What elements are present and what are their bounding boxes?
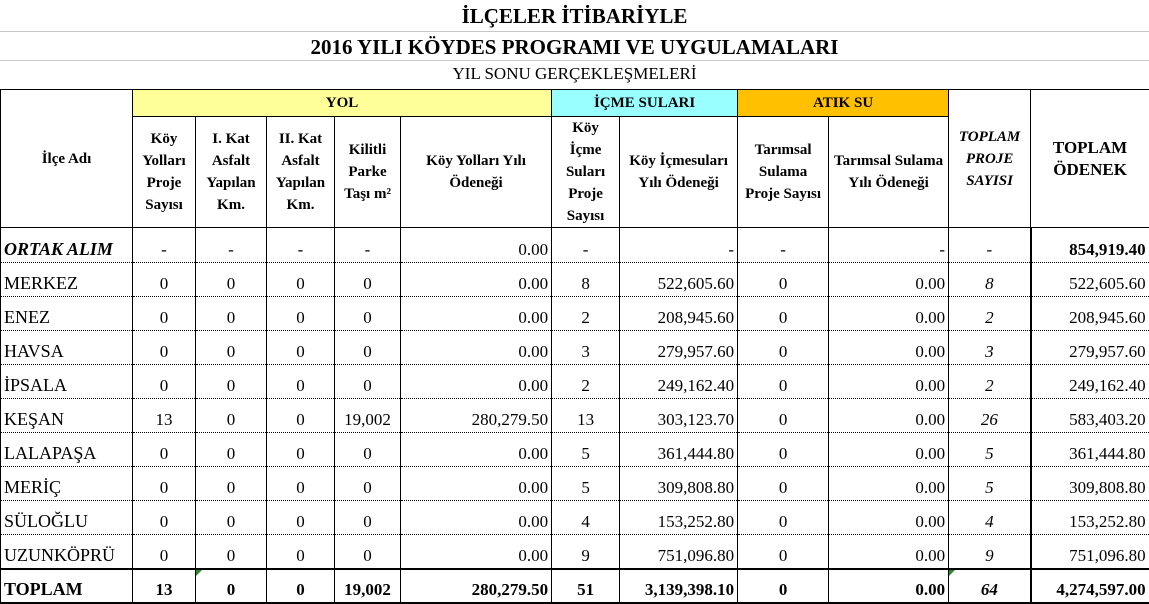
cell-ii-kat: 0 [267,535,335,570]
cell-koy-yollari-proje: 0 [133,535,196,570]
cell-sulama-odenek: 0.00 [829,467,949,501]
cell-koy-yollari-proje: - [133,228,196,263]
cell-sulama-odenek: 0.00 [829,535,949,570]
group-atik: ATIK SU [738,90,949,117]
cell-sulama-odenek: 0.00 [829,433,949,467]
cell-toplam-odenek: 279,957.60 [1031,331,1149,365]
cell-koy-yollari-odenek: 0.00 [401,433,552,467]
ilce-name: UZUNKÖPRÜ [1,535,133,570]
cell-sulama-proje: 0 [738,331,829,365]
koydes-table [0,89,1149,604]
cell-koy-yollari-odenek: 280,279.50 [401,399,552,433]
col-toplam-odenek: TOPLAM ÖDENEK [1031,90,1149,228]
table-row [1,433,1149,467]
cell-kilitli: 0 [335,365,401,399]
col-icme-odenek: Köy İçmesuları Yılı Ödeneği [620,117,738,228]
cell-toplam-odenek: 309,808.80 [1031,467,1149,501]
cell-i-kat: 0 [196,297,267,331]
cell-icme-odenek: 153,252.80 [620,501,738,535]
ilce-name: KEŞAN [1,399,133,433]
cell-i-kat: 0 [196,399,267,433]
table-row [1,297,1149,331]
cell-icme-proje: 5 [552,433,620,467]
table-row [1,331,1149,365]
divider [0,60,1149,61]
cell-icme-proje: 2 [552,365,620,399]
cell-ii-kat: 0 [267,331,335,365]
cell-kilitli: 0 [335,433,401,467]
cell-kilitli: 19,002 [335,569,401,603]
cell-koy-yollari-odenek: 0.00 [401,263,552,297]
cell-toplam-odenek: 522,605.60 [1031,263,1149,297]
cell-toplam-proje: 4 [949,501,1031,535]
cell-toplam-proje: 3 [949,331,1031,365]
cell-sulama-odenek: 0.00 [829,501,949,535]
cell-sulama-odenek: 0.00 [829,569,949,603]
cell-icme-odenek: - [620,228,738,263]
cell-koy-yollari-proje: 13 [133,569,196,603]
divider [0,31,1149,32]
table-row [1,228,1149,263]
ilce-name: ENEZ [1,297,133,331]
col-ii-kat: II. Kat Asfalt Yapılan Km. [267,117,335,228]
cell-icme-proje: 8 [552,263,620,297]
col-toplam-proje: TOPLAM PROJE SAYISI [949,90,1031,228]
cell-kilitli: 0 [335,501,401,535]
table-row [1,535,1149,570]
cell-kilitli: 19,002 [335,399,401,433]
col-sulama-proje: Tarımsal Sulama Proje Sayısı [738,117,829,228]
cell-koy-yollari-proje: 0 [133,433,196,467]
cell-koy-yollari-odenek: 0.00 [401,297,552,331]
cell-toplam-odenek: 854,919.40 [1031,228,1149,263]
cell-icme-odenek: 279,957.60 [620,331,738,365]
group-yol: YOL [133,90,552,117]
ilce-name: TOPLAM [1,569,133,603]
cell-koy-yollari-odenek: 0.00 [401,535,552,570]
cell-icme-proje: 51 [552,569,620,603]
cell-koy-yollari-odenek: 0.00 [401,501,552,535]
cell-koy-yollari-proje: 0 [133,331,196,365]
table-row [1,467,1149,501]
cell-koy-yollari-odenek: 280,279.50 [401,569,552,603]
cell-sulama-odenek: 0.00 [829,263,949,297]
cell-toplam-proje: 2 [949,297,1031,331]
cell-sulama-proje: 0 [738,501,829,535]
cell-toplam-proje: - [949,228,1031,263]
cell-sulama-proje: 0 [738,433,829,467]
cell-toplam-odenek: 249,162.40 [1031,365,1149,399]
cell-i-kat: 0 [196,433,267,467]
cell-sulama-proje: 0 [738,365,829,399]
table-row [1,365,1149,399]
cell-i-kat: 0 [196,569,267,603]
cell-icme-odenek: 522,605.60 [620,263,738,297]
cell-kilitli: 0 [335,263,401,297]
cell-toplam-odenek: 361,444.80 [1031,433,1149,467]
cell-kilitli: - [335,228,401,263]
cell-toplam-odenek: 153,252.80 [1031,501,1149,535]
cell-icme-odenek: 751,096.80 [620,535,738,570]
report-title: İLÇELER İTİBARİYLE [0,4,1149,29]
col-kilitli: Kilitli Parke Taşı m² [335,117,401,228]
cell-koy-yollari-proje: 0 [133,297,196,331]
cell-icme-proje: - [552,228,620,263]
cell-icme-odenek: 303,123.70 [620,399,738,433]
cell-kilitli: 0 [335,297,401,331]
cell-i-kat: 0 [196,535,267,570]
cell-i-kat: 0 [196,467,267,501]
cell-sulama-odenek: 0.00 [829,297,949,331]
cell-sulama-odenek: 0.00 [829,365,949,399]
ilce-name: İPSALA [1,365,133,399]
cell-sulama-proje: 0 [738,399,829,433]
cell-icme-proje: 13 [552,399,620,433]
cell-toplam-proje: 26 [949,399,1031,433]
cell-sulama-proje: 0 [738,297,829,331]
cell-icme-proje: 4 [552,501,620,535]
cell-sulama-proje: 0 [738,467,829,501]
cell-icme-odenek: 249,162.40 [620,365,738,399]
cell-koy-yollari-proje: 0 [133,263,196,297]
cell-ii-kat: 0 [267,467,335,501]
cell-toplam-proje: 64 [949,569,1031,603]
report-subtitle: 2016 YILI KÖYDES PROGRAMI VE UYGULAMALARI [0,35,1149,60]
cell-koy-yollari-proje: 0 [133,467,196,501]
table-row [1,399,1149,433]
cell-i-kat: 0 [196,501,267,535]
table-row [1,501,1149,535]
ilce-name: HAVSA [1,331,133,365]
ilce-name: MERİÇ [1,467,133,501]
cell-toplam-proje: 5 [949,467,1031,501]
cell-ii-kat: 0 [267,365,335,399]
cell-ii-kat: - [267,228,335,263]
cell-kilitli: 0 [335,535,401,570]
group-icme: İÇME SULARI [552,90,738,117]
cell-toplam-odenek: 4,274,597.00 [1031,569,1149,603]
cell-toplam-odenek: 751,096.80 [1031,535,1149,570]
col-koy-yollari-odenek: Köy Yolları Yılı Ödeneği [401,117,552,228]
ilce-name: MERKEZ [1,263,133,297]
cell-sulama-proje: 0 [738,263,829,297]
cell-koy-yollari-proje: 13 [133,399,196,433]
cell-i-kat: 0 [196,331,267,365]
cell-icme-odenek: 208,945.60 [620,297,738,331]
cell-ii-kat: 0 [267,263,335,297]
cell-sulama-proje: 0 [738,569,829,603]
cell-i-kat: - [196,228,267,263]
col-ilce: İlçe Adı [1,90,133,228]
table-row [1,569,1149,603]
cell-koy-yollari-odenek: 0.00 [401,365,552,399]
cell-sulama-proje: - [738,228,829,263]
cell-i-kat: 0 [196,365,267,399]
cell-koy-yollari-odenek: 0.00 [401,331,552,365]
cell-icme-odenek: 309,808.80 [620,467,738,501]
col-sulama-odenek: Tarımsal Sulama Yılı Ödeneği [829,117,949,228]
cell-i-kat: 0 [196,263,267,297]
col-icme-proje: Köy İçme Suları Proje Sayısı [552,117,620,228]
ilce-name: SÜLOĞLU [1,501,133,535]
cell-toplam-proje: 5 [949,433,1031,467]
cell-ii-kat: 0 [267,297,335,331]
cell-sulama-proje: 0 [738,535,829,570]
cell-sulama-odenek: - [829,228,949,263]
cell-koy-yollari-odenek: 0.00 [401,467,552,501]
cell-sulama-odenek: 0.00 [829,399,949,433]
cell-toplam-proje: 2 [949,365,1031,399]
cell-kilitli: 0 [335,331,401,365]
cell-icme-proje: 9 [552,535,620,570]
ilce-name: LALAPAŞA [1,433,133,467]
cell-icme-odenek: 361,444.80 [620,433,738,467]
cell-koy-yollari-odenek: 0.00 [401,228,552,263]
cell-kilitli: 0 [335,467,401,501]
cell-ii-kat: 0 [267,569,335,603]
cell-toplam-proje: 8 [949,263,1031,297]
cell-ii-kat: 0 [267,501,335,535]
col-i-kat: I. Kat Asfalt Yapılan Km. [196,117,267,228]
cell-ii-kat: 0 [267,399,335,433]
cell-toplam-proje: 9 [949,535,1031,570]
cell-icme-proje: 2 [552,297,620,331]
cell-koy-yollari-proje: 0 [133,365,196,399]
cell-icme-proje: 5 [552,467,620,501]
cell-ii-kat: 0 [267,433,335,467]
cell-icme-odenek: 3,139,398.10 [620,569,738,603]
report-caption: YIL SONU GERÇEKLEŞMELERİ [0,64,1149,84]
cell-koy-yollari-proje: 0 [133,501,196,535]
cell-toplam-odenek: 208,945.60 [1031,297,1149,331]
cell-icme-proje: 3 [552,331,620,365]
table-row [1,263,1149,297]
ilce-name: ORTAK ALIM [1,228,133,263]
col-koy-yollari-proje: Köy Yolları Proje Sayısı [133,117,196,228]
cell-sulama-odenek: 0.00 [829,331,949,365]
cell-toplam-odenek: 583,403.20 [1031,399,1149,433]
